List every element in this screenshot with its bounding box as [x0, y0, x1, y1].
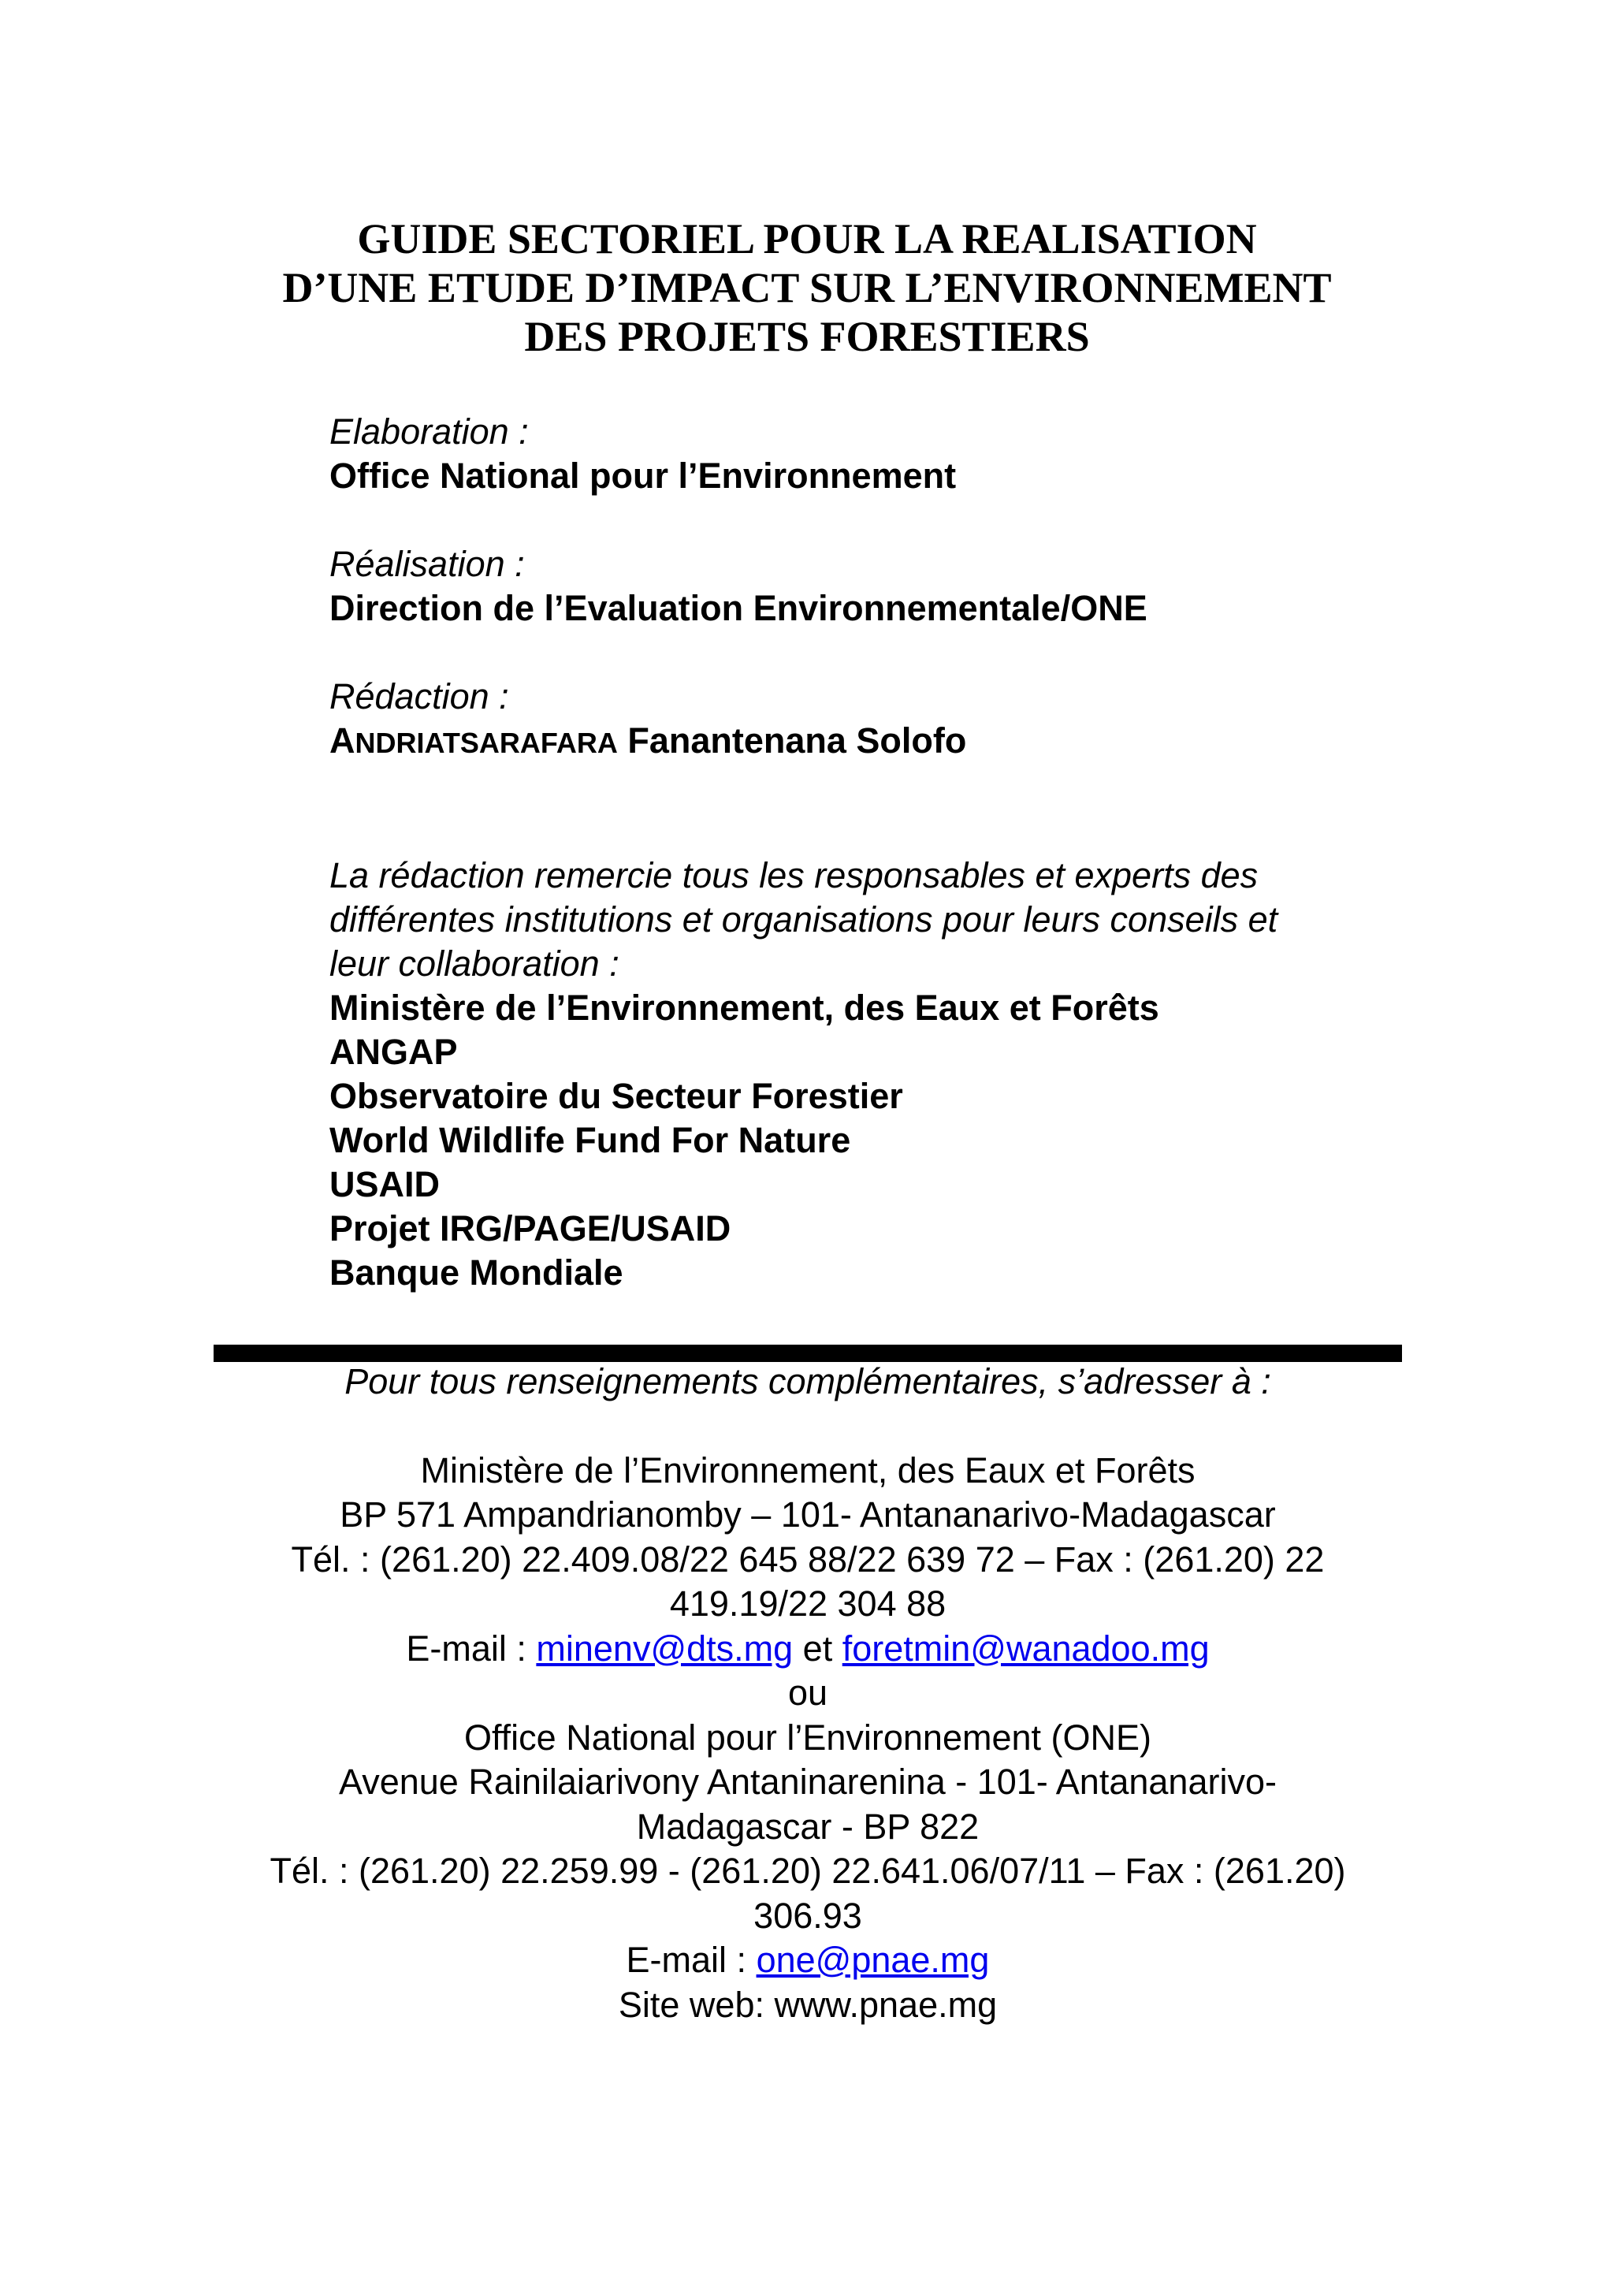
organisation-item: World Wildlife Fund For Nature [329, 1120, 851, 1160]
ministry-name: Ministère de l’Environnement, des Eaux et Forêts [420, 1449, 1196, 1490]
author-surname: NDRIATSARAFARA [355, 727, 618, 759]
ministry-phone-line-1: Tél. : (261.20) 22.409.08/22 645 88/22 639 72 – Fax : (261.20) 22 [291, 1539, 1325, 1580]
one-address-line-1: Avenue Rainilaiarivony Antaninarenina - 101- Antananarivo- [339, 1762, 1277, 1802]
ministry-email-label: E-mail : [406, 1628, 537, 1669]
one-name: Office National pour l’Environnement (ONE) [463, 1717, 1152, 1758]
ministry-email-line [189, 1627, 1426, 1672]
thanks-line-3: leur collaboration : [329, 943, 619, 984]
title-line-2: D’UNE ETUDE D’IMPACT SUR L’ENVIRONNEMENT [282, 264, 1332, 311]
one-email-link[interactable]: one@pnae.mg [756, 1940, 990, 1980]
document-title [0, 214, 1614, 361]
organisation-item: Observatoire du Secteur Forestier [329, 1076, 903, 1116]
one-phone-line-2: 306.93 [753, 1895, 862, 1936]
email-joiner: et [793, 1628, 842, 1669]
contact-section [189, 1360, 1426, 2027]
ministry-email-link-1[interactable]: minenv@dts.mg [536, 1628, 794, 1669]
organisation-item: Projet IRG/PAGE/USAID [329, 1208, 731, 1248]
one-email-label: E-mail : [626, 1940, 757, 1980]
one-email-line [189, 1938, 1426, 1983]
title-line-1: GUIDE SECTORIEL POUR LA REALISATION [357, 215, 1257, 262]
credits-section [329, 410, 1433, 1295]
author-given-names: Fanantenana Solofo [617, 720, 967, 761]
one-address-line-2: Madagascar - BP 822 [636, 1806, 980, 1847]
organisation-item: Ministère de l’Environnement, des Eaux et Forêts [329, 988, 1159, 1028]
organisation-item: USAID [329, 1164, 441, 1204]
realisation-label: Réalisation : [329, 544, 525, 584]
ministry-phone-line-2: 419.19/22 304 88 [669, 1583, 946, 1624]
redaction-label: Rédaction : [329, 676, 509, 716]
realisation-value: Direction de l’Evaluation Environnementale/ONE [329, 588, 1147, 628]
title-line-3: DES PROJETS FORESTIERS [524, 313, 1090, 360]
elaboration-label: Elaboration : [329, 411, 529, 452]
ministry-email-link-2[interactable]: foretmin@wanadoo.mg [842, 1628, 1210, 1669]
or-separator: ou [787, 1673, 828, 1713]
organisation-item: Banque Mondiale [329, 1252, 623, 1293]
author-name [329, 719, 1433, 765]
one-phone-line-1: Tél. : (261.20) 22.259.99 - (261.20) 22.641.06/07/11 – Fax : (261.20) [270, 1851, 1346, 1891]
author-initial: A [329, 720, 355, 761]
elaboration-value: Office National pour l’Environnement [329, 456, 957, 496]
organisation-item: ANGAP [329, 1032, 458, 1072]
website: Site web: www.pnae.mg [618, 1984, 998, 2025]
thanks-line-2: différentes institutions et organisations pour leurs conseils et [329, 899, 1278, 940]
thanks-line-1: La rédaction remercie tous les responsables et experts des [329, 855, 1259, 895]
ministry-address: BP 571 Ampandrianomby – 101- Antananarivo-Madagascar [340, 1494, 1276, 1535]
contact-intro: Pour tous renseignements complémentaires, s’adresser à : [344, 1361, 1271, 1401]
